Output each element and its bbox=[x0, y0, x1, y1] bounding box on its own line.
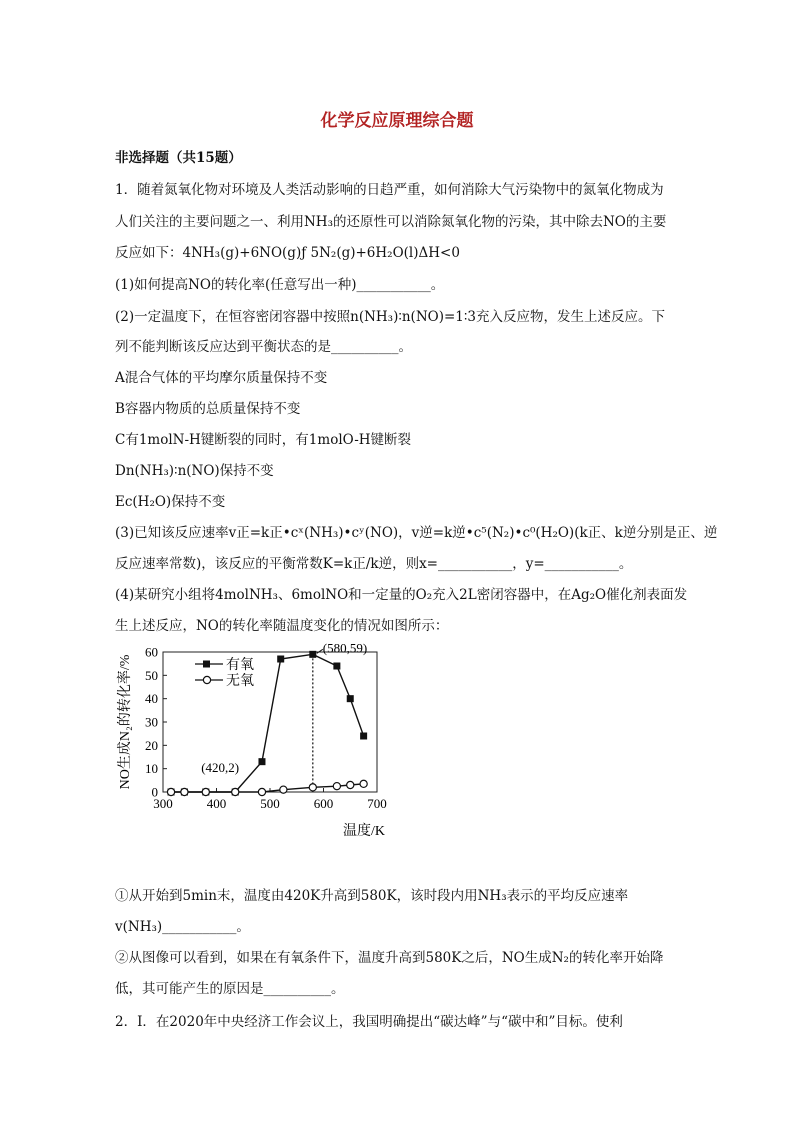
y-tick-label: 50 bbox=[145, 667, 158, 683]
data-point-with-oxygen bbox=[258, 758, 265, 765]
q1-part-3-line-2: 反应速率常数)，该反应的平衡常数K=k正/k逆，则x=___________，y=___________。 bbox=[115, 556, 633, 572]
data-point-with-oxygen bbox=[347, 695, 354, 702]
x-axis-label: 温度/K bbox=[343, 824, 385, 839]
data-point-without-oxygen bbox=[309, 784, 316, 791]
data-point-without-oxygen bbox=[202, 788, 209, 795]
legend-marker-circle bbox=[203, 676, 210, 683]
x-tick-label: 400 bbox=[206, 796, 227, 811]
q1-part-1: (1)如何提高NO的转化率(任意写出一种)___________。 bbox=[115, 277, 445, 293]
section-heading: 非选择题（共15题） bbox=[115, 150, 242, 166]
plot-frame bbox=[163, 652, 377, 792]
q1-part-4-line-2: 生上述反应，NO的转化率随温度变化的情况如图所示： bbox=[115, 618, 449, 634]
option-e: Ec(H₂O)保持不变 bbox=[115, 494, 226, 510]
q1-part-2-line-2: 列不能判断该反应达到平衡状态的是__________。 bbox=[115, 339, 412, 355]
conversion-rate-chart bbox=[115, 640, 405, 850]
q1-part-2-line-1: (2)一定温度下，在恒容密闭容器中按照n(NH₃)∶n(NO)=1∶3充入反应物，发生上述反应。下 bbox=[115, 309, 665, 325]
q1-sub-1-line-1: ①从开始到5min末，温度由420K升高到580K，该时段内用NH₃表示的平均反应速率 bbox=[115, 888, 629, 904]
annotation-420: (420,2) bbox=[201, 760, 240, 775]
data-point-without-oxygen bbox=[360, 780, 367, 787]
y-tick-label: 10 bbox=[145, 761, 158, 777]
q1-part-3-line-1: (3)已知该反应速率v正=k正•cˣ(NH₃)•cʸ(NO)，v逆=k逆•c⁵(N₂)•c⁰(H₂O)(k正、k逆分别是正、逆 bbox=[115, 525, 718, 541]
q1-text-line-1: 1．随着氮氧化物对环境及人类活动影响的日趋严重，如何消除大气污染物中的氮氧化物成为 bbox=[115, 182, 664, 198]
option-d: Dn(NH₃)∶n(NO)保持不变 bbox=[115, 463, 274, 479]
y-tick-label: 0 bbox=[151, 784, 158, 800]
q1-sub-2-line-1: ②从图像可以看到，如果在有氧条件下，温度升高到580K之后，NO生成N₂的转化率开始降 bbox=[115, 950, 664, 966]
data-point-without-oxygen bbox=[181, 788, 188, 795]
x-tick-label: 500 bbox=[260, 796, 280, 811]
x-tick-label: 600 bbox=[313, 796, 334, 811]
x-tick-label: 700 bbox=[367, 796, 387, 811]
data-point-without-oxygen bbox=[347, 781, 354, 788]
x-tick-label: 300 bbox=[153, 796, 173, 811]
data-point-with-oxygen bbox=[277, 656, 284, 663]
y-tick-label: 30 bbox=[145, 714, 158, 730]
y-tick-label: 40 bbox=[145, 691, 158, 707]
annotation-580: (580,59) bbox=[322, 640, 368, 656]
q1-text-line-2: 人们关注的主要问题之一、利用NH₃的还原性可以消除氮氧化物的污染，其中除去NO的主要 bbox=[115, 214, 667, 230]
data-point-without-oxygen bbox=[280, 786, 287, 793]
data-point-with-oxygen bbox=[360, 733, 367, 740]
data-point-without-oxygen bbox=[258, 788, 265, 795]
page-title: 化学反应原理综合题 bbox=[320, 111, 474, 131]
y-tick-label: 60 bbox=[145, 644, 158, 660]
q1-sub-1-line-2: v(NH₃)___________。 bbox=[115, 919, 250, 935]
option-a: A混合气体的平均摩尔质量保持不变 bbox=[115, 370, 328, 386]
data-point-without-oxygen bbox=[232, 788, 239, 795]
y-axis-label: NO生成N₂的转化率/% bbox=[118, 654, 133, 790]
option-c: C有1molN-H键断裂的同时，有1molO-H键断裂 bbox=[115, 432, 412, 448]
q1-reaction-equation: 反应如下：4NH₃(g)+6NO(g)ƒ 5N₂(g)+6H₂O(l)ΔH<0 bbox=[115, 245, 460, 261]
option-b: B容器内物质的总质量保持不变 bbox=[115, 401, 301, 417]
q2-text-line-1: 2．Ⅰ．在2020年中央经济工作会议上，我国明确提出“碳达峰”与“碳中和”目标。使利 bbox=[115, 1014, 623, 1030]
legend-label: 无氧 bbox=[226, 674, 254, 689]
data-point-with-oxygen bbox=[309, 651, 316, 658]
chart-marks bbox=[167, 640, 367, 795]
q1-part-4-line-1: (4)某研究小组将4molNH₃、6molNO和一定量的O₂充入2L密闭容器中，在Ag₂O催化剂表面发 bbox=[115, 587, 688, 603]
q1-sub-2-line-2: 低，其可能产生的原因是__________。 bbox=[115, 981, 345, 997]
data-point-without-oxygen bbox=[333, 783, 340, 790]
data-point-without-oxygen bbox=[167, 788, 174, 795]
series-line-with-oxygen bbox=[171, 654, 364, 792]
y-tick-label: 20 bbox=[145, 737, 158, 753]
data-point-with-oxygen bbox=[333, 663, 340, 670]
legend-marker-square bbox=[203, 661, 210, 668]
legend-label: 有氧 bbox=[226, 658, 254, 673]
